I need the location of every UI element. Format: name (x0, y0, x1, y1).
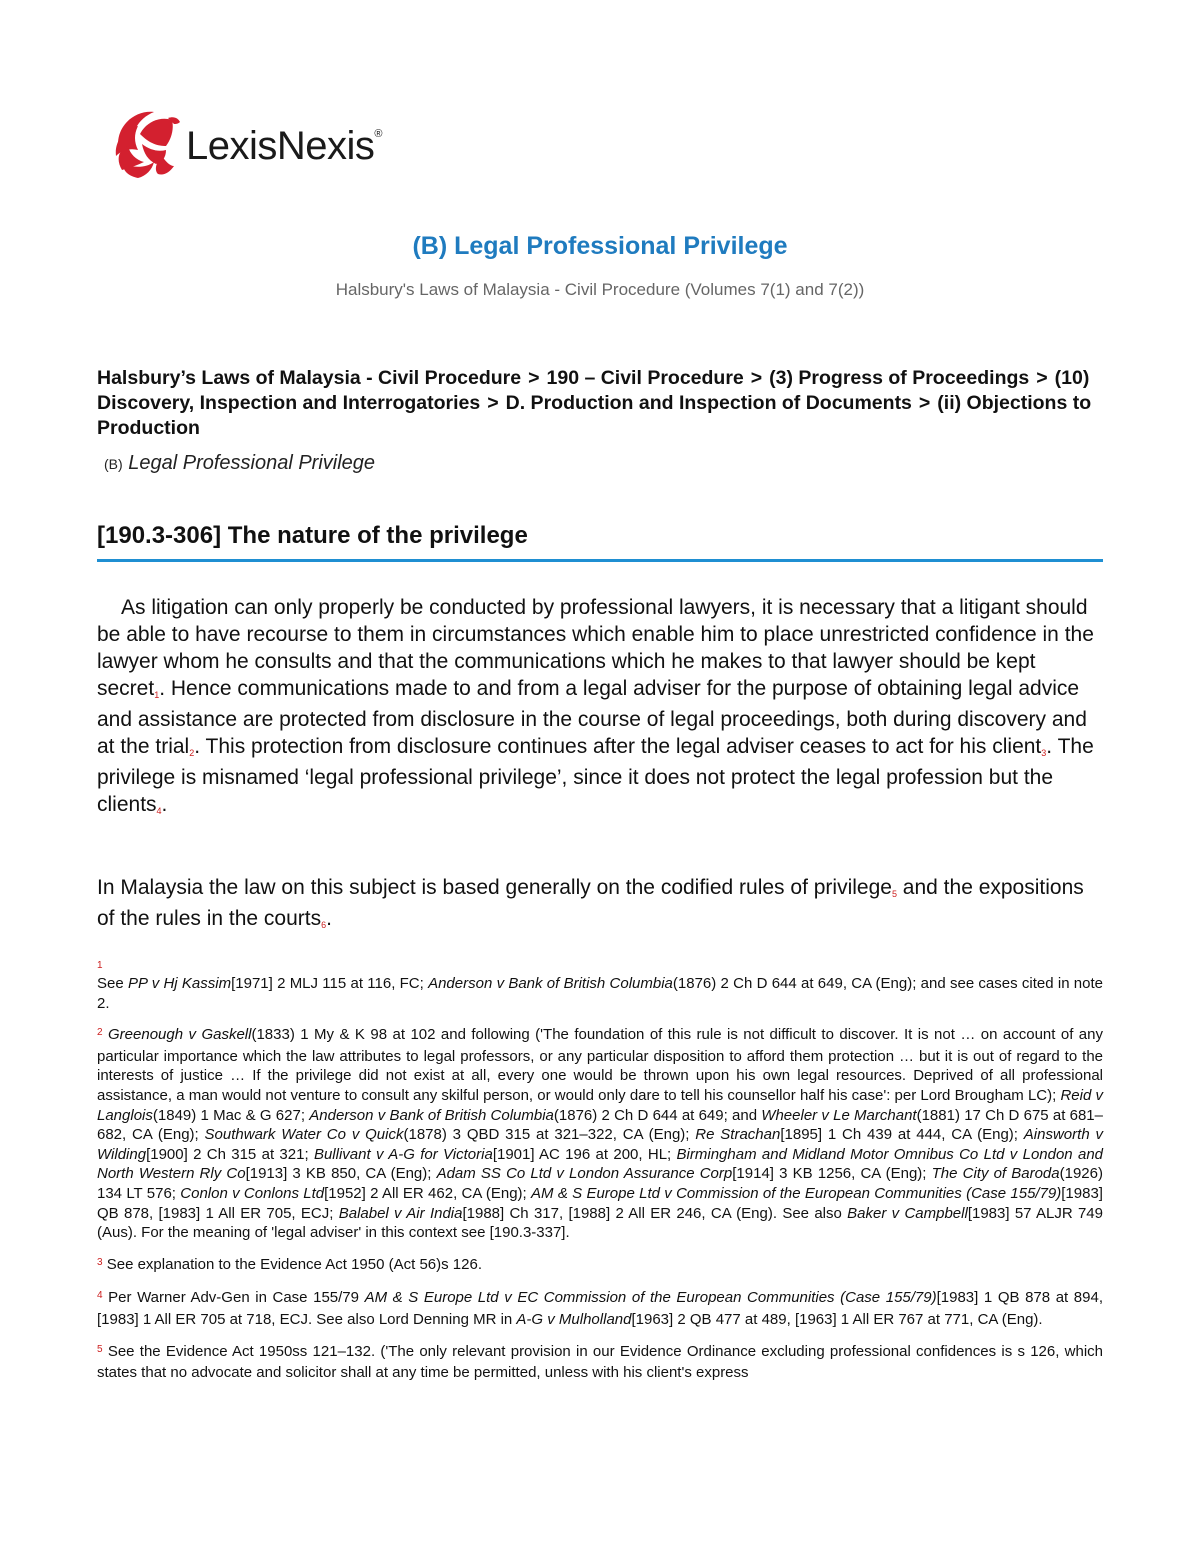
footnote-ref-3[interactable]: 3 (1041, 748, 1047, 758)
footnote-number: 5 (97, 1343, 103, 1355)
footnote-3: $^3$ See explanation to the Evidence Act 1950 (Act 56)s 126. (97, 1255, 482, 1273)
breadcrumb-item[interactable]: D. Production and Inspection of Documents (505, 392, 912, 414)
footnote-ref-5[interactable]: 5 (891, 889, 897, 899)
paragraph-text: . The privilege is misnamed ‘legal professional privilege’, since it does not protect the legal profession but the clients (97, 735, 1094, 816)
breadcrumb-separator: > (1036, 367, 1048, 389)
footnote-ref-1[interactable]: 1 (154, 690, 160, 700)
footnote-4: $^4$ Per Warner Adv-Gen in Case 155/79 AM & S Europe Ltd v EC Commission of the European Communities (Case 155/79)[1983] 1 QB 878 at 894, [1983] 1 All ER 705 at 718, ECJ. See also Lord Denning MR in A-G v Mulholland[1963] 2 QB 477 at 489, [1963] 1 All ER 767 at 771, CA (Eng). (97, 1289, 1103, 1328)
paragraph-2 (97, 874, 1107, 936)
footnote-number: 4 (97, 1290, 103, 1302)
paragraph-text: In Malaysia the law on this subject is based generally on the codified rules of privilege (97, 876, 892, 899)
breadcrumb-separator: > (487, 392, 499, 414)
paragraph-1 (97, 594, 1107, 822)
footnote-1: 1 See PP v Hj Kassim[1971] 2 MLJ 115 at 116, FC; Anderson v Bank of British Columbia(1876) 2 Ch D 644 at 649, CA (Eng); and see cases cited in note 2. (97, 960, 1103, 1012)
paragraph-text: . (161, 793, 168, 816)
lexisnexis-logo (108, 100, 382, 184)
paragraph-text: . Hence communications made to and from a legal adviser for the purpose of obtaining legal advice and assistance are protected from disclosure in the course of legal proceedings, both during discovery and at the trial (97, 677, 1087, 758)
breadcrumb-separator: > (750, 367, 763, 389)
paragraph-text: . This protection from disclosure continues after the legal adviser ceases to act for his client (194, 735, 1042, 758)
breadcrumb-item[interactable]: (ii) Objections to Production (97, 392, 1092, 439)
footnote-number: 1 (97, 960, 103, 971)
footnote-number: 2 (97, 1027, 103, 1039)
paragraph-text: As litigation can only properly be conducted by professional lawyers, it is necessary that a litigant should be able to have recourse to them in circumstances which enable him to place unrestricted confidence in the lawyer whom he consults and that the communications which he makes to that lawyer should be kept secret (97, 596, 1094, 700)
footnote-2: $^2$ Greenough v Gaskell(1833) 1 My & K 98 at 102 and following ('The foundation of this rule is not difficult to discover. It is not … on account of any particular importance which the law attributes to legal professors, or any particular disposition to afford them protection … but it is out of regard to the interests of justice … If the privilege did not exist at all, every one would be thrown upon his own legal resources. Deprived of all professional assistance, a man would not venture to consult any skilful person, or would only dare to tell his counsellor half his case': per Lord Brougham LC); Reid v Langlois(1849) 1 Mac & G 627; Anderson v Bank of British Columbia(1876) 2 Ch D 644 at 649; and Wheeler v Le Marchant(1881) 17 Ch D 675 at 681–682, CA (Eng); Southwark Water Co v Quick(1878) 3 QBD 315 at 321–322, CA (Eng); Re Strachan[1895] 1 Ch 439 at 444, CA (Eng); Ainsworth v Wilding[1900] 2 Ch 315 at 321; Bullivant v A-G for Victoria[1901] AC 196 at 200, HL; Birmingham and Midland Motor Omnibus Co Ltd v London and North Western Rly Co[1913] 3 KB 850, CA (Eng); Adam SS Co Ltd v London Assurance Corp[1914] 3 KB 1256, CA (Eng); The City of Baroda(1926) 134 LT 576; Conlon v Conlons Ltd[1952] 2 All ER 462, CA (Eng); AM & S Europe Ltd v Commission of the European Communities (Case 155/79)[1983] QB 878, [1983] 1 All ER 705, ECJ; Balabel v Air India[1988] Ch 317, [1988] 2 All ER 246, CA (Eng). See also Baker v Campbell[1983] 57 ALJR 749 (Aus). For the meaning of 'legal adviser' in this context see [190.3-337]. (97, 1026, 1104, 1242)
breadcrumb-separator: > (918, 392, 931, 414)
section-label-text: Legal Professional Privilege (128, 452, 376, 474)
section-heading: [190.3-306] The nature of the privilege (97, 522, 1103, 562)
breadcrumb-item[interactable]: Halsbury’s Laws of Malaysia - Civil Procedure (97, 367, 522, 389)
paragraph-text: and the expositions of the rules in the courts (97, 876, 1084, 930)
breadcrumb-separator: > (528, 367, 540, 389)
document-title: (B) Legal Professional Privilege (412, 232, 788, 260)
footnote-ref-6[interactable]: 6 (321, 920, 327, 930)
footnote-ref-4[interactable]: 4 (156, 806, 162, 816)
breadcrumb-item[interactable]: 190 – Civil Procedure (546, 367, 744, 389)
breadcrumb-item[interactable]: (3) Progress of Proceedings (769, 367, 1030, 389)
footnote-number: 3 (97, 1256, 103, 1268)
paragraph-text: . (326, 907, 332, 930)
footnote-5: $^5$ See the Evidence Act 1950ss 121–132. ('The only relevant provision in our Evidence Ordinance excluding professional confidences is s 126, which states that no advocate and solicitor shall at any time be permitted, unless with his client's express (97, 1342, 1104, 1382)
section-label-prefix: (B) (104, 456, 123, 472)
breadcrumb (97, 366, 1107, 441)
breadcrumb-item[interactable]: (10) Discovery, Inspection and Interrogatories (97, 367, 1090, 414)
document-subtitle: Halsbury's Laws of Malaysia - Civil Procedure (Volumes 7(1) and 7(2)) (335, 280, 865, 299)
footnotes (97, 958, 1103, 1395)
footnote-ref-2[interactable]: 2 (189, 748, 195, 758)
lexisnexis-logo-icon (108, 100, 182, 184)
logo-wordmark: LexisNexis® (186, 123, 383, 168)
section-label (104, 452, 375, 475)
